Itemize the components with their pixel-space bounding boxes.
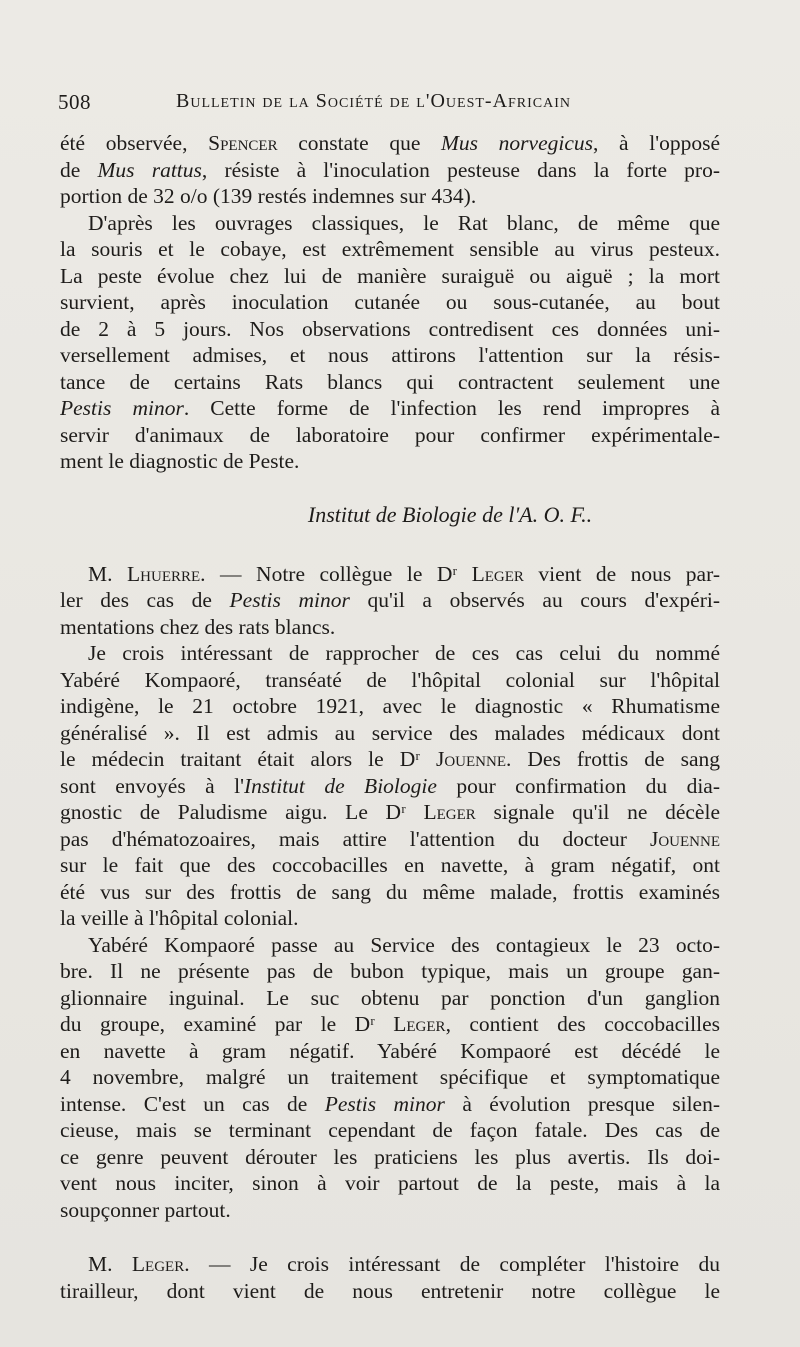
text-line: ler des cas de Pestis minor qu'il a observés au cours d'expéri- [60, 588, 720, 612]
text-line: de 2 à 5 jours. Nos observations contredisent ces données uni- [60, 316, 720, 341]
text-line: cieuse, mais se terminant cependant de façon fatale. Des cas de [60, 1118, 720, 1142]
text-line: ce genre peuvent dérouter les praticiens les plus avertis. Ils doi- [60, 1144, 720, 1169]
text-line: M. Lhuerre. — Notre collègue le Dʳ Leger vient de nous par- [88, 561, 720, 586]
text-line: Yabéré Kompaoré, transéaté de l'hôpital colonial sur l'hôpital [60, 667, 720, 692]
text-line: portion de 32 o/o (139 restés indemnes sur 434). [60, 184, 477, 208]
text-line: pas d'hématozoaires, mais attire l'attention du docteur Jouenne [60, 826, 720, 851]
text-line: tirailleur, dont vient de nous entretenir notre collègue le [60, 1278, 720, 1303]
text-line: vent nous inciter, sinon à voir partout de la peste, mais à la [60, 1171, 720, 1195]
text-line: intense. C'est un cas de Pestis minor à évolution presque silen- [60, 1091, 720, 1116]
text-line: sont envoyés à l'Institut de Biologie pour confirmation du dia- [60, 773, 720, 798]
text-line: Pestis minor. Cette forme de l'infection les rend impropres à [60, 396, 720, 420]
text-line: Yabéré Kompaoré passe au Service des contagieux le 23 octo- [88, 932, 720, 957]
text-line: la souris et le cobaye, est extrêmement sensible au virus pesteux. [60, 237, 720, 261]
text-line: soupçonner partout. [60, 1197, 231, 1222]
text-line: servir d'animaux de laboratoire pour confirmer expérimentale- [60, 422, 720, 447]
text-line: mentations chez des rats blancs. [60, 614, 336, 639]
text-line: versellement admises, et nous attirons l'attention sur la résis- [60, 343, 720, 367]
page-header [58, 86, 738, 118]
text-line: M. Leger. — Je crois intéressant de compléter l'histoire du [88, 1252, 720, 1276]
text-line: en navette à gram négatif. Yabéré Kompaoré est décédé le [60, 1038, 720, 1063]
text-line: la veille à l'hôpital colonial. [60, 906, 299, 930]
section-heading: Institut de Biologie de l'A. O. F.. [307, 501, 593, 527]
text-line: 4 novembre, malgré un traitement spécifique et symptomatique [60, 1065, 720, 1089]
text-line: été vus sur des frottis de sang du même malade, frottis examinés [60, 879, 720, 904]
text-line: La peste évolue chez lui de manière suraiguë ou aiguë ; la mort [60, 263, 720, 288]
text-line: sur le fait que des coccobacilles en navette, à gram négatif, ont [60, 853, 720, 877]
text-line: survient, après inoculation cutanée ou sous-cutanée, au bout [60, 290, 720, 314]
text-line: le médecin traitant était alors le Dʳ Jouenne. Des frottis de sang [60, 747, 720, 771]
text-line: glionnaire inguinal. Le suc obtenu par ponction d'un ganglion [60, 985, 720, 1010]
page-body [60, 130, 720, 1304]
page-number: 508 [58, 90, 91, 114]
text-line: de Mus rattus, résiste à l'inoculation pesteuse dans la forte pro- [60, 157, 720, 182]
text-line: été observée, Spencer constate que Mus norvegicus, à l'opposé [60, 131, 720, 155]
text-line: tance de certains Rats blancs qui contractent seulement une [60, 369, 720, 394]
text-line: bre. Il ne présente pas de bubon typique, mais un groupe gan- [60, 959, 720, 983]
text-line: du groupe, examiné par le Dʳ Leger, contient des coccobacilles [60, 1012, 720, 1036]
text-line: D'après les ouvrages classiques, le Rat blanc, de même que [88, 210, 720, 235]
running-title: Bulletin de la Société de l'Ouest-Africain [176, 90, 572, 112]
text-line: gnostic de Paludisme aigu. Le Dʳ Leger signale qu'il ne décèle [60, 800, 720, 824]
text-line: généralisé ». Il est admis au service des malades médicaux dont [60, 720, 720, 745]
text-line: ment le diagnostic de Peste. [60, 449, 300, 473]
text-line: Je crois intéressant de rapprocher de ces cas celui du nommé [88, 641, 720, 665]
text-line: indigène, le 21 octobre 1921, avec le diagnostic « Rhumatisme [60, 694, 720, 718]
